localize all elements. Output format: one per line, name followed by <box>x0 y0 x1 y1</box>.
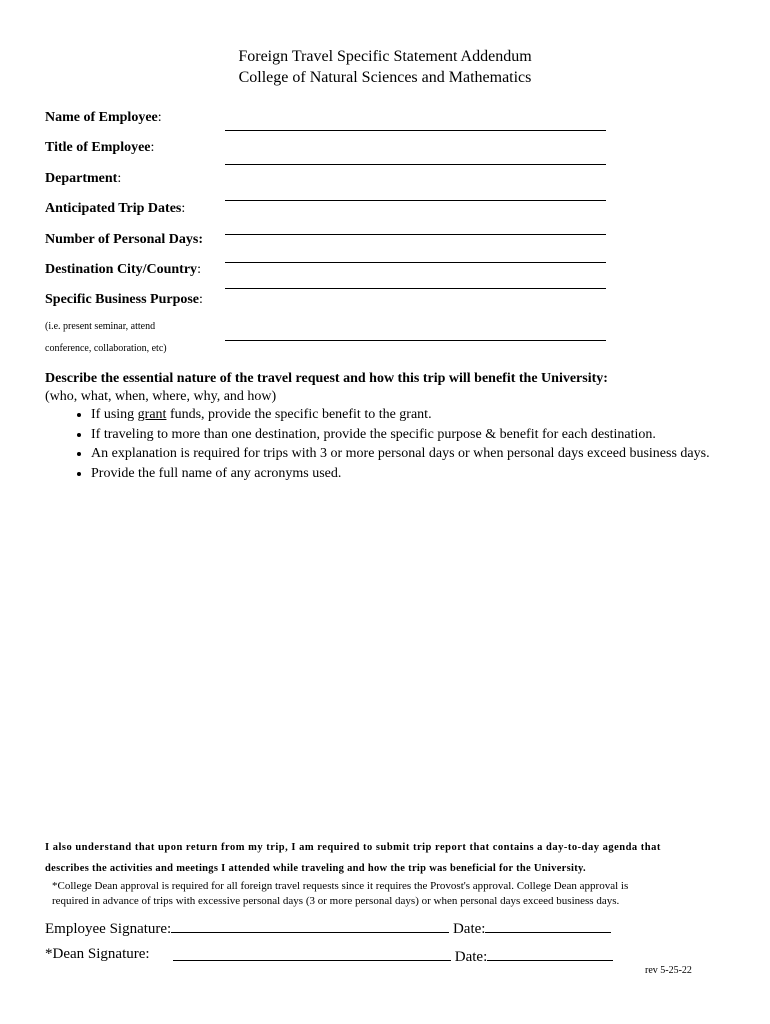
dean-date-label: Date: <box>454 949 488 965</box>
label-department: Department: <box>45 171 122 186</box>
instruction-multiple-destinations: • If traveling to more than one destination, provide the specific purpose & benefit for each destination. <box>91 425 710 445</box>
label-title-of-employee: Title of Employee: <box>45 140 155 155</box>
instruction-grant: • If using grant funds, provide the specific benefit to the grant. <box>91 405 710 425</box>
number-of-personal-days-field[interactable] <box>225 262 606 263</box>
dean-signature-field[interactable] <box>173 946 451 961</box>
trip-report-statement-line2: describes the activities and meetings I attended while traveling and how the trip was beneficial for the University. <box>45 863 586 874</box>
dean-date-field[interactable] <box>487 946 613 961</box>
employee-date-field[interactable] <box>485 918 611 933</box>
instruction-personal-days: • An explanation is required for trips with 3 or more personal days or when personal days exceed business days. <box>91 444 710 464</box>
label-specific-business-purpose: Specific Business Purpose: <box>45 292 203 307</box>
label-anticipated-trip-dates: Anticipated Trip Dates: <box>45 201 186 216</box>
employee-date-label: Date: <box>452 921 486 937</box>
form-subtitle: College of Natural Sciences and Mathematics <box>238 69 532 86</box>
dean-approval-note-line1: *College Dean approval is required for all foreign travel requests since it requires the Provost's approval. College Dean approval is <box>52 880 629 892</box>
label-destination-city-country: Destination City/Country: <box>45 262 201 277</box>
label-number-of-personal-days: Number of Personal Days: <box>45 232 204 247</box>
form-title: Foreign Travel Specific Statement Addendum <box>238 48 532 65</box>
instruction-acronyms: • Provide the full name of any acronyms used. <box>91 464 710 484</box>
employee-signature-field[interactable] <box>171 918 449 933</box>
dean-approval-note-line2: required in advance of trips with excessive personal days (3 or more personal days) or when personal days exceed business days. <box>52 895 620 907</box>
destination-city-country-field[interactable] <box>225 288 606 289</box>
description-answer-area[interactable] <box>45 490 725 820</box>
trip-report-statement-line1: I also understand that upon return from my trip, I am required to submit trip report that contains a day-to-day agenda that <box>45 842 661 853</box>
purpose-hint-line2: conference, collaboration, etc) <box>45 343 167 354</box>
description-heading: Describe the essential nature of the travel request and how this trip will benefit the University: <box>45 371 608 386</box>
name-of-employee-field[interactable] <box>225 130 606 131</box>
department-field[interactable] <box>225 200 606 201</box>
instruction-list <box>45 405 710 483</box>
dean-signature-row <box>45 946 150 963</box>
title-of-employee-field[interactable] <box>225 164 606 165</box>
employee-signature-label: Employee Signature: <box>45 921 172 937</box>
anticipated-trip-dates-field[interactable] <box>225 234 606 235</box>
employee-signature-row <box>45 918 611 938</box>
specific-business-purpose-field[interactable] <box>225 340 606 341</box>
revision-date: rev 5-25-22 <box>645 965 692 976</box>
purpose-hint-line1: (i.e. present seminar, attend <box>45 321 156 332</box>
dean-signature-fields <box>173 946 613 966</box>
label-name-of-employee: Name of Employee: <box>45 110 162 125</box>
description-subheading: (who, what, when, where, why, and how) <box>45 389 277 404</box>
dean-signature-label: *Dean Signature: <box>45 946 150 962</box>
